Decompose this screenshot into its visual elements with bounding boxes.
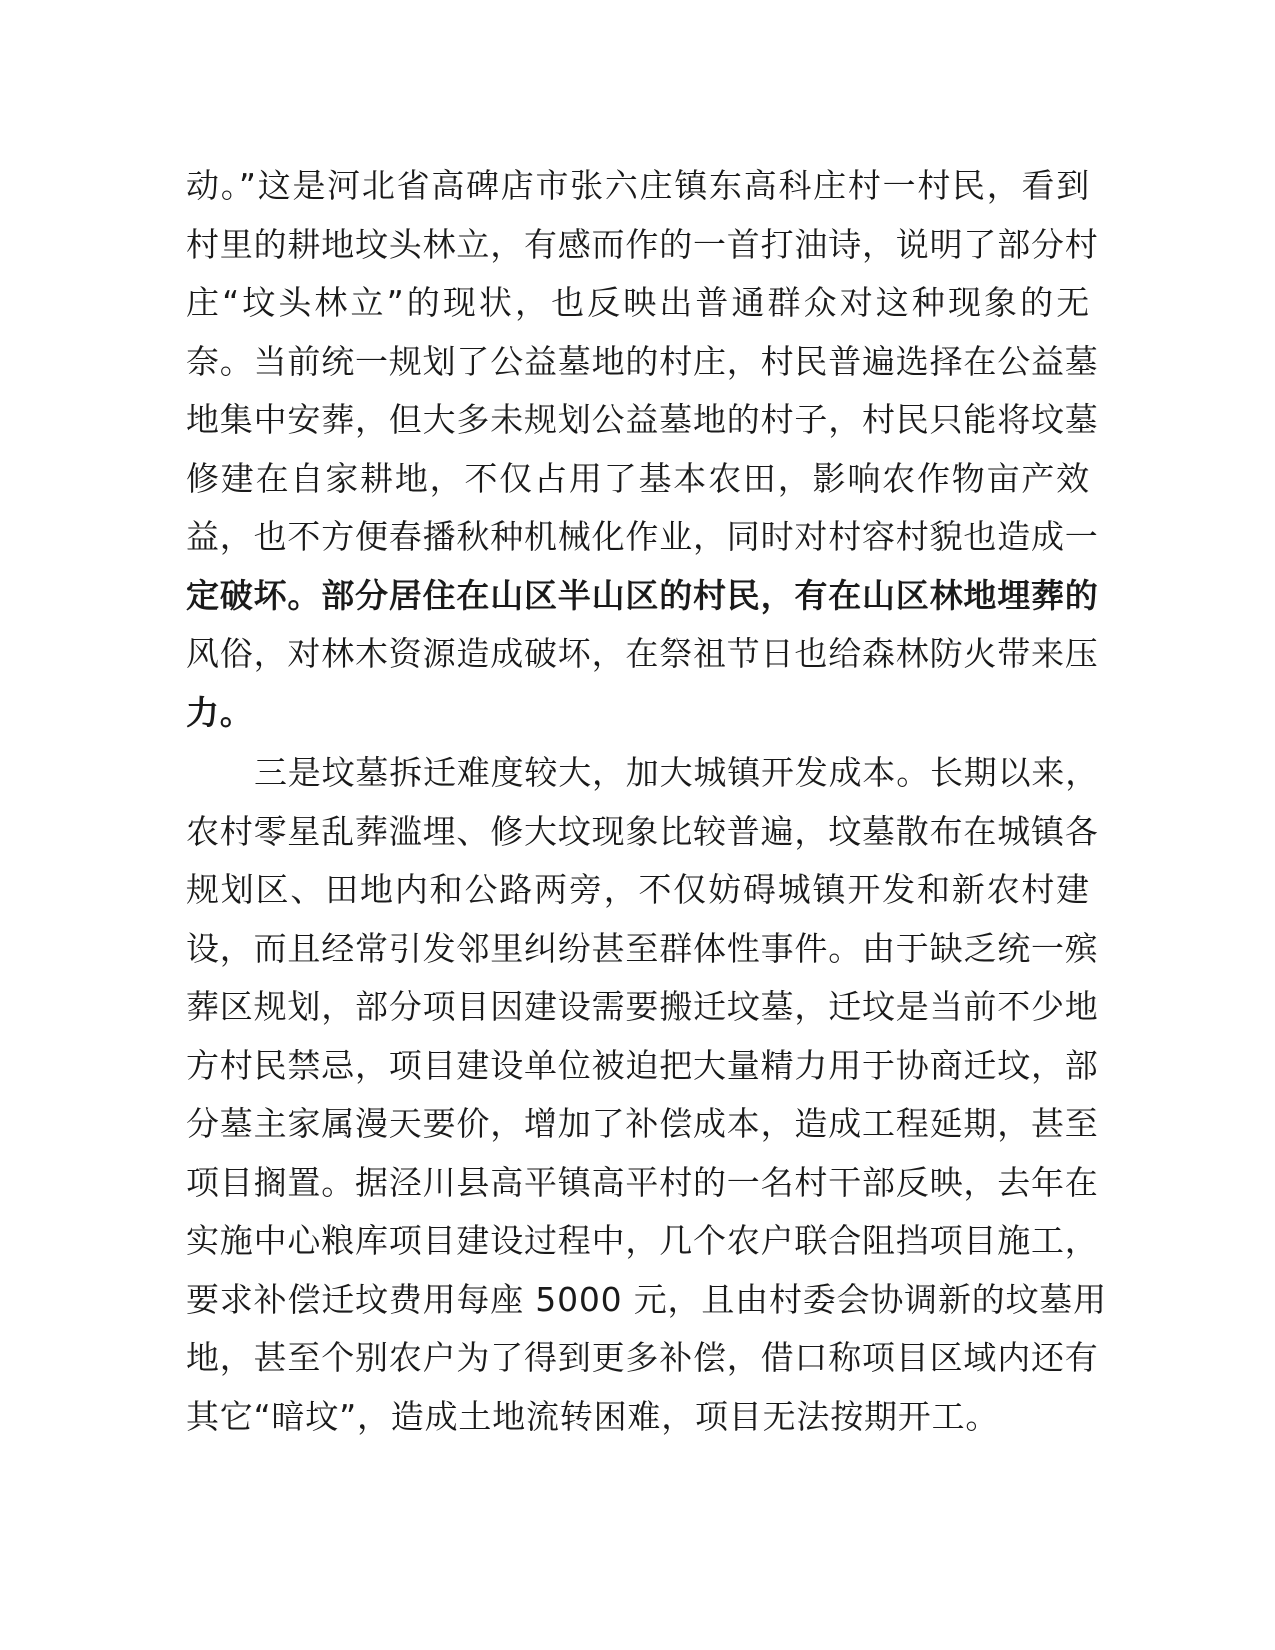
paragraph-line: 奈。当前统一规划了公益墓地的村庄，村民普遍选择在公益墓 — [186, 341, 1099, 381]
paragraph-line: 实施中心粮库项目建设过程中，几个农户联合阻挡项目施工， — [186, 1221, 1099, 1260]
paragraph-line: 设，而且经常引发邻里纠纷甚至群体性事件。由于缺乏统一殡 — [186, 928, 1099, 968]
paragraph-line: 分墓主家属漫天要价，增加了补偿成本，造成工程延期，甚至 — [186, 1104, 1099, 1143]
paragraph-line: 项目搁置。据泾川县高平镇高平村的一名村干部反映，去年在 — [186, 1162, 1099, 1202]
paragraph-line: 葬区规划，部分项目因建设需要搬迁坟墓，迁坟是当前不少地 — [186, 987, 1099, 1026]
paragraph-line: 动。”这是河北省高碑店市张六庄镇东高科庄村一村民，看到 — [186, 166, 1090, 205]
paragraph-line: 其它“暗坟”，造成土地流转困难，项目无法按期开工。 — [186, 1396, 1000, 1436]
paragraph-grave-relocation — [186, 744, 1107, 1446]
paragraph-line: 庄“坟头林立”的现状，也反映出普通群众对这种现象的无 — [186, 283, 1090, 322]
paragraph-line: 要求补偿迁坟费用每座 5000 元，且由村委会协调新的坟墓用 — [186, 1279, 1107, 1319]
paragraph-line: 地，甚至个别农户为了得到更多补偿，借口称项目区域内还有 — [186, 1338, 1099, 1377]
paragraph-graves-farmland — [186, 157, 1099, 742]
paragraph-line: 方村民禁忌，项目建设单位被迫把大量精力用于协商迁坟，部 — [186, 1045, 1099, 1085]
paragraph-line: 力。 — [186, 692, 254, 732]
paragraph-line: 村里的耕地坟头林立，有感而作的一首打油诗，说明了部分村 — [186, 224, 1099, 264]
paragraph-line: 风俗，对林木资源造成破坏，在祭祖节日也给森林防火带来压 — [186, 634, 1099, 673]
paragraph-line: 农村零星乱葬滥埋、修大坟现象比较普遍，坟墓散布在城镇各 — [186, 811, 1099, 851]
paragraph-line: 三是坟墓拆迁难度较大，加大城镇开发成本。长期以来， — [254, 753, 1099, 792]
paragraph-line: 定破坏。部分居住在山区半山区的村民，有在山区林地埋葬的 — [186, 575, 1099, 615]
paragraph-line: 地集中安葬，但大多未规划公益墓地的村子，村民只能将坟墓 — [186, 400, 1099, 439]
paragraph-line: 修建在自家耕地，不仅占用了基本农田，影响农作物亩产效 — [186, 458, 1090, 498]
paragraph-line: 规划区、田地内和公路两旁，不仅妨碍城镇开发和新农村建 — [186, 870, 1090, 909]
paragraph-line: 益，也不方便春播秋种机械化作业，同时对村容村貌也造成一 — [186, 517, 1099, 556]
